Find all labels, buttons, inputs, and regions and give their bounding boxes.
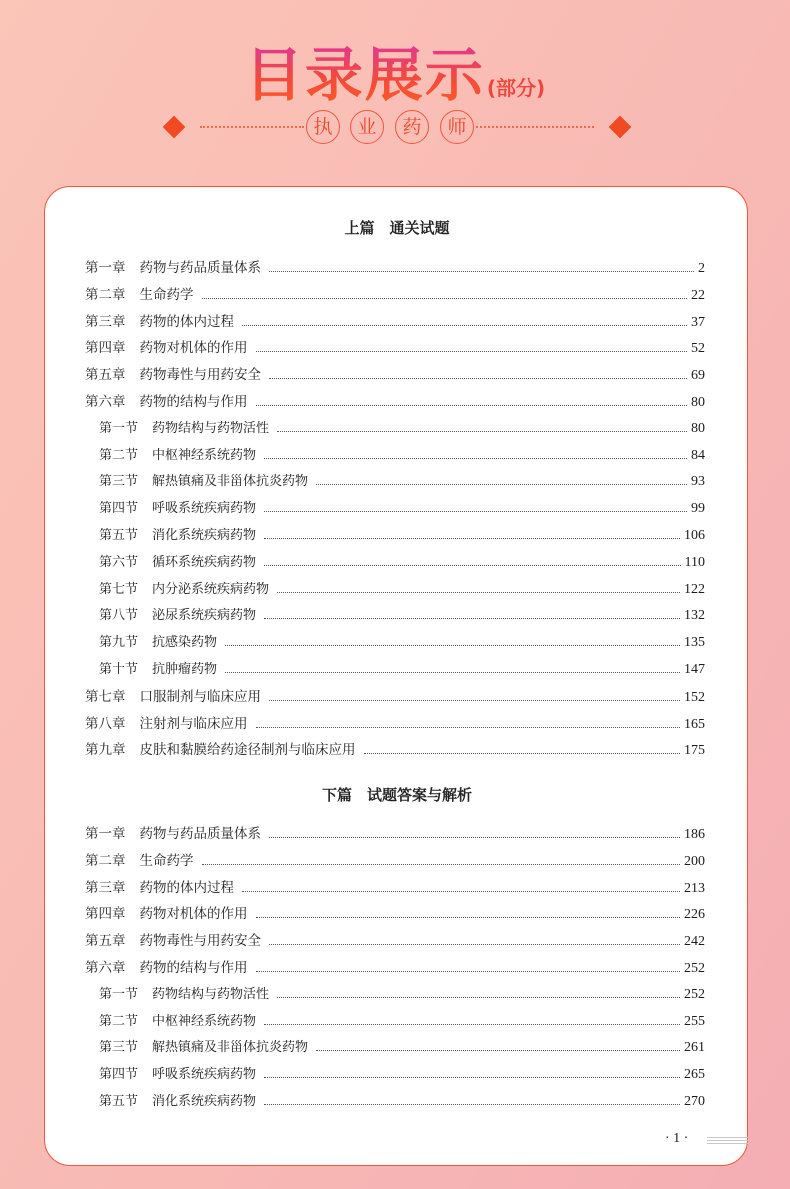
toc-entry-number: 第一节 <box>99 986 139 1002</box>
dot-leader <box>256 917 681 918</box>
dot-leader <box>264 511 687 512</box>
toc-entry-number: 第二章 <box>85 852 126 869</box>
toc-entry <box>99 660 705 680</box>
toc-entry-title: 解热镇痛及非甾体抗炎药物 <box>152 1040 309 1056</box>
dotted-line-left <box>200 126 304 128</box>
toc-entry-title: 中枢神经系统药物 <box>152 1013 257 1029</box>
dot-leader <box>277 592 680 593</box>
toc-entry-page: 152 <box>684 689 705 705</box>
page-number-lines <box>707 1137 749 1146</box>
toc-entry <box>85 258 705 278</box>
toc-entry-number: 第六章 <box>85 394 126 410</box>
toc-entry-page: 242 <box>684 934 705 950</box>
part2-title: 下篇 试题答案与解析 <box>321 786 472 804</box>
toc-entry-page: 265 <box>684 1067 705 1083</box>
toc-entry-title: 药物与药品质量体系 <box>139 826 261 842</box>
badge-char: 业 <box>350 110 384 144</box>
toc-entry <box>99 580 705 600</box>
dot-leader <box>242 325 687 326</box>
dot-leader <box>256 351 688 352</box>
toc-entry <box>99 1012 705 1032</box>
toc-entry-page: 270 <box>684 1094 705 1109</box>
toc-entry-number: 第四章 <box>85 340 126 357</box>
toc-entry-number: 第五章 <box>85 933 126 950</box>
toc-entry <box>85 687 705 707</box>
toc-card <box>44 186 748 1166</box>
toc-entry <box>85 824 705 844</box>
dot-leader <box>264 1104 680 1105</box>
badge-char: 药 <box>395 110 429 144</box>
toc-entry-title: 皮肤和黏膜给药途径制剂与临床应用 <box>139 742 356 759</box>
toc-entry-page: 147 <box>684 662 705 677</box>
toc-entry <box>99 1092 705 1112</box>
toc-entry-title: 药物的结构与作用 <box>139 394 248 410</box>
toc-entry-number: 第二节 <box>99 447 139 463</box>
toc-entry-number: 第四节 <box>99 1067 139 1083</box>
toc-entry-number: 第三节 <box>99 1040 139 1056</box>
toc-entry-page: 252 <box>684 961 705 976</box>
toc-entry-page: 80 <box>691 395 705 410</box>
toc-entry <box>85 931 705 951</box>
toc-entry-number: 第十节 <box>99 662 139 677</box>
toc-entry-title: 呼吸系统疾病药物 <box>152 501 257 517</box>
toc-entry-page: 226 <box>684 907 705 923</box>
dot-leader <box>256 405 688 406</box>
toc-entry-title: 消化系统疾病药物 <box>152 1094 257 1109</box>
dot-leader <box>256 971 681 972</box>
toc-entry-title: 中枢神经系统药物 <box>152 447 257 463</box>
toc-entry-number: 第六节 <box>99 554 139 570</box>
toc-entry-title: 消化系统疾病药物 <box>152 528 257 543</box>
dot-leader <box>277 431 687 432</box>
badge-char: 执 <box>306 110 340 144</box>
toc-entry-page: 22 <box>691 287 705 303</box>
toc-entry-title: 解热镇痛及非甾体抗炎药物 <box>152 474 309 490</box>
toc-entry-number: 第五章 <box>85 367 126 384</box>
toc-entry-title: 泌尿系统疾病药物 <box>152 608 257 624</box>
toc-entry-page: 186 <box>684 827 705 842</box>
toc-entry-page: 213 <box>684 880 705 896</box>
toc-entry <box>99 472 705 492</box>
toc-entry-number: 第七章 <box>85 688 126 705</box>
toc-entry-title: 药物结构与药物活性 <box>152 420 270 436</box>
toc-entry-number: 第九节 <box>99 635 139 651</box>
toc-entry <box>99 606 705 626</box>
dot-leader <box>202 298 688 299</box>
toc-entry <box>99 499 705 519</box>
toc-entry-number: 第三章 <box>85 879 126 896</box>
page-title-suffix: (部分) <box>486 76 546 100</box>
toc-entry <box>85 338 705 358</box>
dot-leader <box>264 1024 680 1025</box>
toc-entry-number: 第一章 <box>85 826 126 842</box>
page-number: · 1 · <box>665 1131 689 1146</box>
toc-entry-title: 呼吸系统疾病药物 <box>152 1067 257 1083</box>
toc-entry <box>85 312 705 332</box>
toc-entry <box>99 1038 705 1058</box>
toc-entry-title: 注射剂与临床应用 <box>139 715 248 732</box>
toc-entry <box>85 714 705 734</box>
toc-entry-title: 药物的体内过程 <box>139 313 234 330</box>
dot-leader <box>277 997 680 998</box>
title-ornament <box>0 110 790 146</box>
dot-leader <box>225 672 680 673</box>
dot-leader <box>202 864 681 865</box>
toc-entry-number: 第一章 <box>85 260 126 276</box>
toc-entry-number: 第八章 <box>85 715 126 732</box>
toc-entry-number: 第二章 <box>85 286 126 303</box>
toc-entry-title: 药物对机体的作用 <box>139 906 248 923</box>
page-title: 目录展示 <box>244 41 485 109</box>
dot-leader <box>269 837 680 838</box>
dot-leader <box>316 484 687 485</box>
toc-entry-page: 132 <box>684 608 705 624</box>
toc-entry-number: 第七节 <box>99 581 139 597</box>
badge-char: 师 <box>440 110 474 144</box>
toc-entry-title: 抗肿瘤药物 <box>152 662 218 677</box>
toc-entry <box>99 419 705 439</box>
toc-entry-page: 165 <box>684 716 705 732</box>
toc-entry-page: 2 <box>698 261 705 276</box>
toc-entry-title: 药物的体内过程 <box>139 879 234 896</box>
dot-leader <box>264 618 680 619</box>
toc-entry-page: 99 <box>691 501 705 517</box>
toc-entry-title: 药物毒性与用药安全 <box>139 933 261 950</box>
toc-entry-page: 175 <box>684 743 705 759</box>
toc-entry <box>85 958 705 978</box>
toc-entry-number: 第六章 <box>85 960 126 976</box>
toc-entry-page: 200 <box>684 853 705 869</box>
toc-entry-number: 第五节 <box>99 528 139 543</box>
diamond-left-icon <box>163 116 186 139</box>
toc-entry-page: 261 <box>684 1040 705 1056</box>
toc-entry <box>99 553 705 573</box>
toc-entry-page: 84 <box>691 447 705 463</box>
toc-entry-number: 第四章 <box>85 906 126 923</box>
dotted-line-right <box>476 126 594 128</box>
toc-entry-title: 循环系统疾病药物 <box>152 554 257 570</box>
toc-entry-page: 110 <box>684 554 705 570</box>
toc-entry <box>85 285 705 305</box>
toc-entry <box>85 878 705 898</box>
dot-leader <box>225 645 680 646</box>
toc-entry-number: 第一节 <box>99 420 139 436</box>
toc-entry-number: 第二节 <box>99 1013 139 1029</box>
toc-entry-number: 第五节 <box>99 1094 139 1109</box>
toc-entry <box>85 365 705 385</box>
toc-entry <box>99 633 705 653</box>
dot-leader <box>316 1050 680 1051</box>
toc-entry-title: 药物的结构与作用 <box>139 960 248 976</box>
toc-entry-title: 抗感染药物 <box>152 635 218 651</box>
dot-leader <box>269 271 694 272</box>
toc-entry-title: 药物对机体的作用 <box>139 340 248 357</box>
dot-leader <box>269 378 687 379</box>
toc-entry-page: 252 <box>684 986 705 1002</box>
toc-entry <box>85 740 705 760</box>
part1-title: 上篇 通关试题 <box>344 219 450 237</box>
toc-entry-title: 药物与药品质量体系 <box>139 260 261 276</box>
toc-entry-title: 生命药学 <box>139 852 194 869</box>
toc-entry-page: 135 <box>684 635 705 651</box>
toc-entry <box>99 446 705 466</box>
toc-entry-number: 第八节 <box>99 608 139 624</box>
page-header <box>0 28 790 112</box>
toc-entry-title: 内分泌系统疾病药物 <box>152 581 270 597</box>
toc-entry <box>85 392 705 412</box>
dot-leader <box>256 727 681 728</box>
dot-leader <box>264 565 680 566</box>
toc-entry-page: 69 <box>691 368 705 384</box>
toc-entry <box>99 985 705 1005</box>
dot-leader <box>264 1077 680 1078</box>
toc-entry-title: 生命药学 <box>139 286 194 303</box>
toc-entry-title: 药物毒性与用药安全 <box>139 367 261 384</box>
toc-entry-number: 第三章 <box>85 313 126 330</box>
toc-entry-number: 第三节 <box>99 474 139 490</box>
toc-entry-number: 第九章 <box>85 742 126 759</box>
dot-leader <box>364 753 681 754</box>
dot-leader <box>264 458 687 459</box>
dot-leader <box>269 944 680 945</box>
toc-entry-page: 106 <box>684 528 705 543</box>
toc-entry-title: 药物结构与药物活性 <box>152 986 270 1002</box>
toc-entry-page: 37 <box>691 314 705 330</box>
toc-entry-page: 93 <box>691 474 705 490</box>
toc-entry <box>85 851 705 871</box>
toc-entry-title: 口服制剂与临床应用 <box>139 688 261 705</box>
toc-entry <box>85 904 705 924</box>
toc-entry-number: 第四节 <box>99 501 139 517</box>
toc-entry-page: 80 <box>691 420 705 436</box>
toc-entry <box>99 526 705 546</box>
dot-leader <box>269 700 680 701</box>
dot-leader <box>242 891 680 892</box>
toc-entry-page: 52 <box>691 341 705 357</box>
toc-entry <box>99 1065 705 1085</box>
dot-leader <box>264 538 680 539</box>
toc-entry-page: 122 <box>684 581 705 597</box>
diamond-right-icon <box>609 116 632 139</box>
toc-entry-page: 255 <box>684 1013 705 1029</box>
